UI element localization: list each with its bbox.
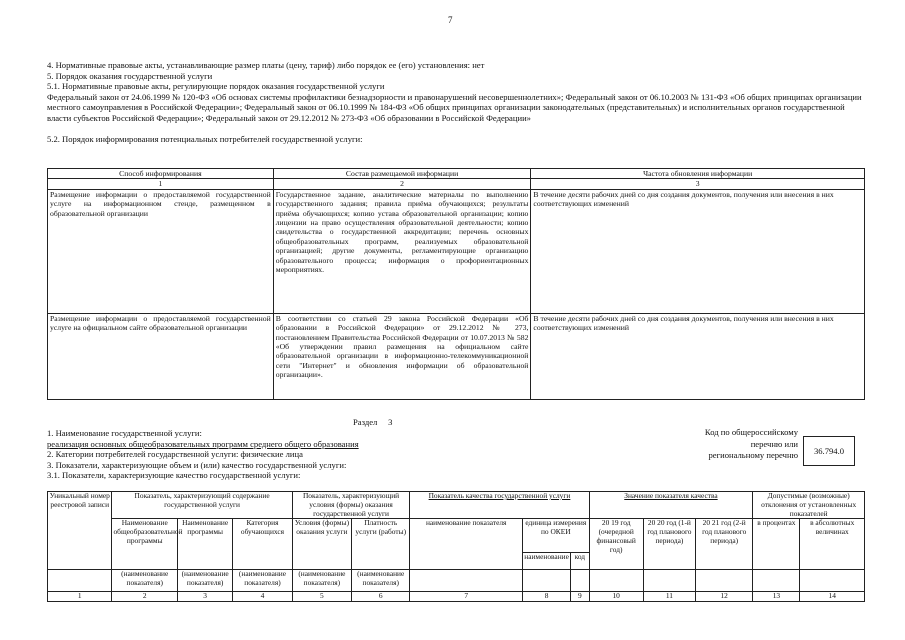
qt-sub-year-3: 20 21 год (2-й год планового периода) [696,519,753,570]
qt-col-num: 4 [233,592,292,602]
laws-text: Федеральный закон от 24.06.1999 № 120-ФЗ «Об основах системы профилактики безнадзорности и правонарушений несовершеннолетних»; Федеральный закон от 06.10.2003 № 131-ФЗ «Об общих принципах организации местного самоуправления в Российской Федерации»; Федеральный закон от 06.10.1999 № 184-ФЗ «Об общих принципах организации законодательных (представительных) и исполнительных органов государственной власти субъектов Российской Федерации»; Федеральный закон от 29.12.2012 № 273-ФЗ «Об образовании в Российской Федерации» [47,91,862,123]
code-box: 36.794.0 [803,436,855,466]
qt-deviation-header: Допустимые (возможные) отклонения от установленных показателей [753,492,865,519]
info-col-num: 2 [273,179,531,189]
qt-content-header: Показатель, характеризующий содержание государственной услуги [112,492,292,519]
qt-conditions-header: Показатель, характеризующий условия (формы) оказания государственной услуги [292,492,410,519]
info-row-2-content: В соответствии со статьей 29 закона Российской Федерации «Об образовании в Российской Федерации» от 29.12.2012 № 273, постановлением Правительства Российской Федерации от 10.07.2013 № 582 «Об утверждении правил размещения на официальном сайте образовательной организации в информационно-телекоммуникационной сети "Интернет" и обновления информации об образовательной организации». [273,313,531,399]
quality-table [47,491,865,602]
item-5-2: 5.2. Порядок информирования потенциальных потребителей государственной услуги: [47,133,363,144]
qt-col-num: 3 [178,592,233,602]
qt-sub-year-1: 20 19 год (очередной финансовый год) [589,519,643,570]
qt-col-num: 6 [352,592,410,602]
quality-indicators-label: 3.1. Показатели, характеризующие качество государственной услуги: [47,470,301,481]
info-header-content: Состав размещаемой информации [273,169,531,179]
info-col-num: 1 [48,179,274,189]
qt-placeholder-cell [696,570,753,592]
item-4: 4. Нормативные правовые акты, устанавливающие размер платы (цену, тариф) либо порядок ее (его) установления: нет [47,60,485,70]
qt-sub-indicator-name: наименование показателя [410,519,523,570]
info-header-frequency: Частота обновления информации [531,169,865,179]
service-name-label: 1. Наименование государственной услуги: [47,428,202,438]
section-heading [353,417,392,427]
qt-placeholder-cell [571,570,589,592]
qt-placeholder-cell: (наименование показателя) [233,570,292,592]
code-label [640,427,798,462]
consumer-category: 2. Категории потребителей государственной услуги: физические лица [47,449,303,460]
qt-col-num: 10 [589,592,643,602]
info-row-2-method: Размещение информации о предоставляемой государственной услуге на официальном сайте образовательной организации [48,313,274,399]
item-5: 5. Порядок оказания государственной услуги [47,70,213,81]
qt-col-num: 2 [112,592,178,602]
section-number: 3 [388,417,393,427]
qt-placeholder-cell: (наименование показателя) [352,570,410,592]
qt-quality-header: Показатель качества государственной услуги [410,492,589,519]
qt-col-num: 8 [523,592,571,602]
qt-sub-conditions: Условия (формы) оказания услуги [292,519,351,570]
qt-sub-unit: единица измерения по ОКЕИ [523,519,590,552]
section-5-block [47,60,865,144]
qt-placeholder-cell [48,570,112,592]
qt-sub-dev-absolute: в абсолютных величинах [800,519,865,570]
qt-col-num: 12 [696,592,753,602]
info-row-1-frequency: В течение десяти рабочих дней со дня создания документов, получения или внесения в них соответствующих изменений [531,189,865,313]
code-label-line-3: региональному перечню [708,450,798,461]
code-label-line-1: Код по общероссийскому [704,427,798,437]
info-table [47,168,865,400]
qt-col-num: 11 [643,592,695,602]
info-header-method: Способ информирования [48,169,274,179]
qt-placeholder-cell [523,570,571,592]
qt-col-num: 13 [753,592,800,602]
qt-sub-dev-percent: в процентах [753,519,800,570]
qt-placeholder-cell [800,570,865,592]
qt-sub-year-2: 20 20 год (1-й год планового периода) [643,519,695,570]
qt-sub-category: Категория обучающихся [233,519,292,570]
qt-sub-program: Наименование общеобразовательной программы [112,519,178,570]
qt-col-num: 5 [292,592,351,602]
qt-placeholder-cell: (наименование показателя) [112,570,178,592]
qt-col-num: 14 [800,592,865,602]
qt-col-num: 9 [571,592,589,602]
section-label: Раздел [353,417,378,427]
service-name-value: реализация основных общеобразовательных программ среднего общего образования [47,438,359,449]
qt-placeholder-cell [410,570,523,592]
item-5-1: 5.1. Нормативные правовые акты, регулирующие порядок оказания государственной услуги [47,81,385,92]
qt-sub-unit-code: код [571,552,589,570]
info-row-1-method: Размещение информации о предоставляемой государственной услуге на информационном стенде, размещенном в образовательной организации [48,189,274,313]
qt-placeholder-cell [643,570,695,592]
info-col-num: 3 [531,179,865,189]
qt-sub-unit-name: наименование [523,552,571,570]
qt-unique-header: Уникальный номер реестровой записи [48,492,112,570]
qt-placeholder-cell: (наименование показателя) [178,570,233,592]
qt-col-num: 1 [48,592,112,602]
qt-sub-program-name: Наименование программы [178,519,233,570]
qt-placeholder-cell: (наименование показателя) [292,570,351,592]
code-label-line-2: перечню или [750,438,798,449]
page-number: 7 [448,15,453,25]
info-row-1-content: Государственное задание, аналитические материалы по выполнению государственного задания; правила приёма обучающихся; результаты приёма обучающихся; копию устава образовательной организации; копию лицензии на право осуществления образовательной деятельности; копию свидетельства о государственной аккредитации; перечень основных общеобразовательных программ, реализуемых образовательной организацией; другие документы, регламентирующие организацию образовательного процесса; информация о профориентационных мероприятиях. [273,189,531,313]
indicators-label: 3. Показатели, характеризующие объем и (или) качество государственной услуги: [47,459,347,470]
qt-value-header: Значение показателя качества [589,492,753,519]
qt-col-num: 7 [410,592,523,602]
qt-sub-payment: Платность услуги (работы) [352,519,410,570]
info-row-2-frequency: В течение десяти рабочих дней со дня создания документов, получения или внесения в них соответствующих изменений [531,313,865,399]
section-3-block [47,428,647,481]
qt-placeholder-cell [753,570,800,592]
qt-placeholder-cell [589,570,643,592]
